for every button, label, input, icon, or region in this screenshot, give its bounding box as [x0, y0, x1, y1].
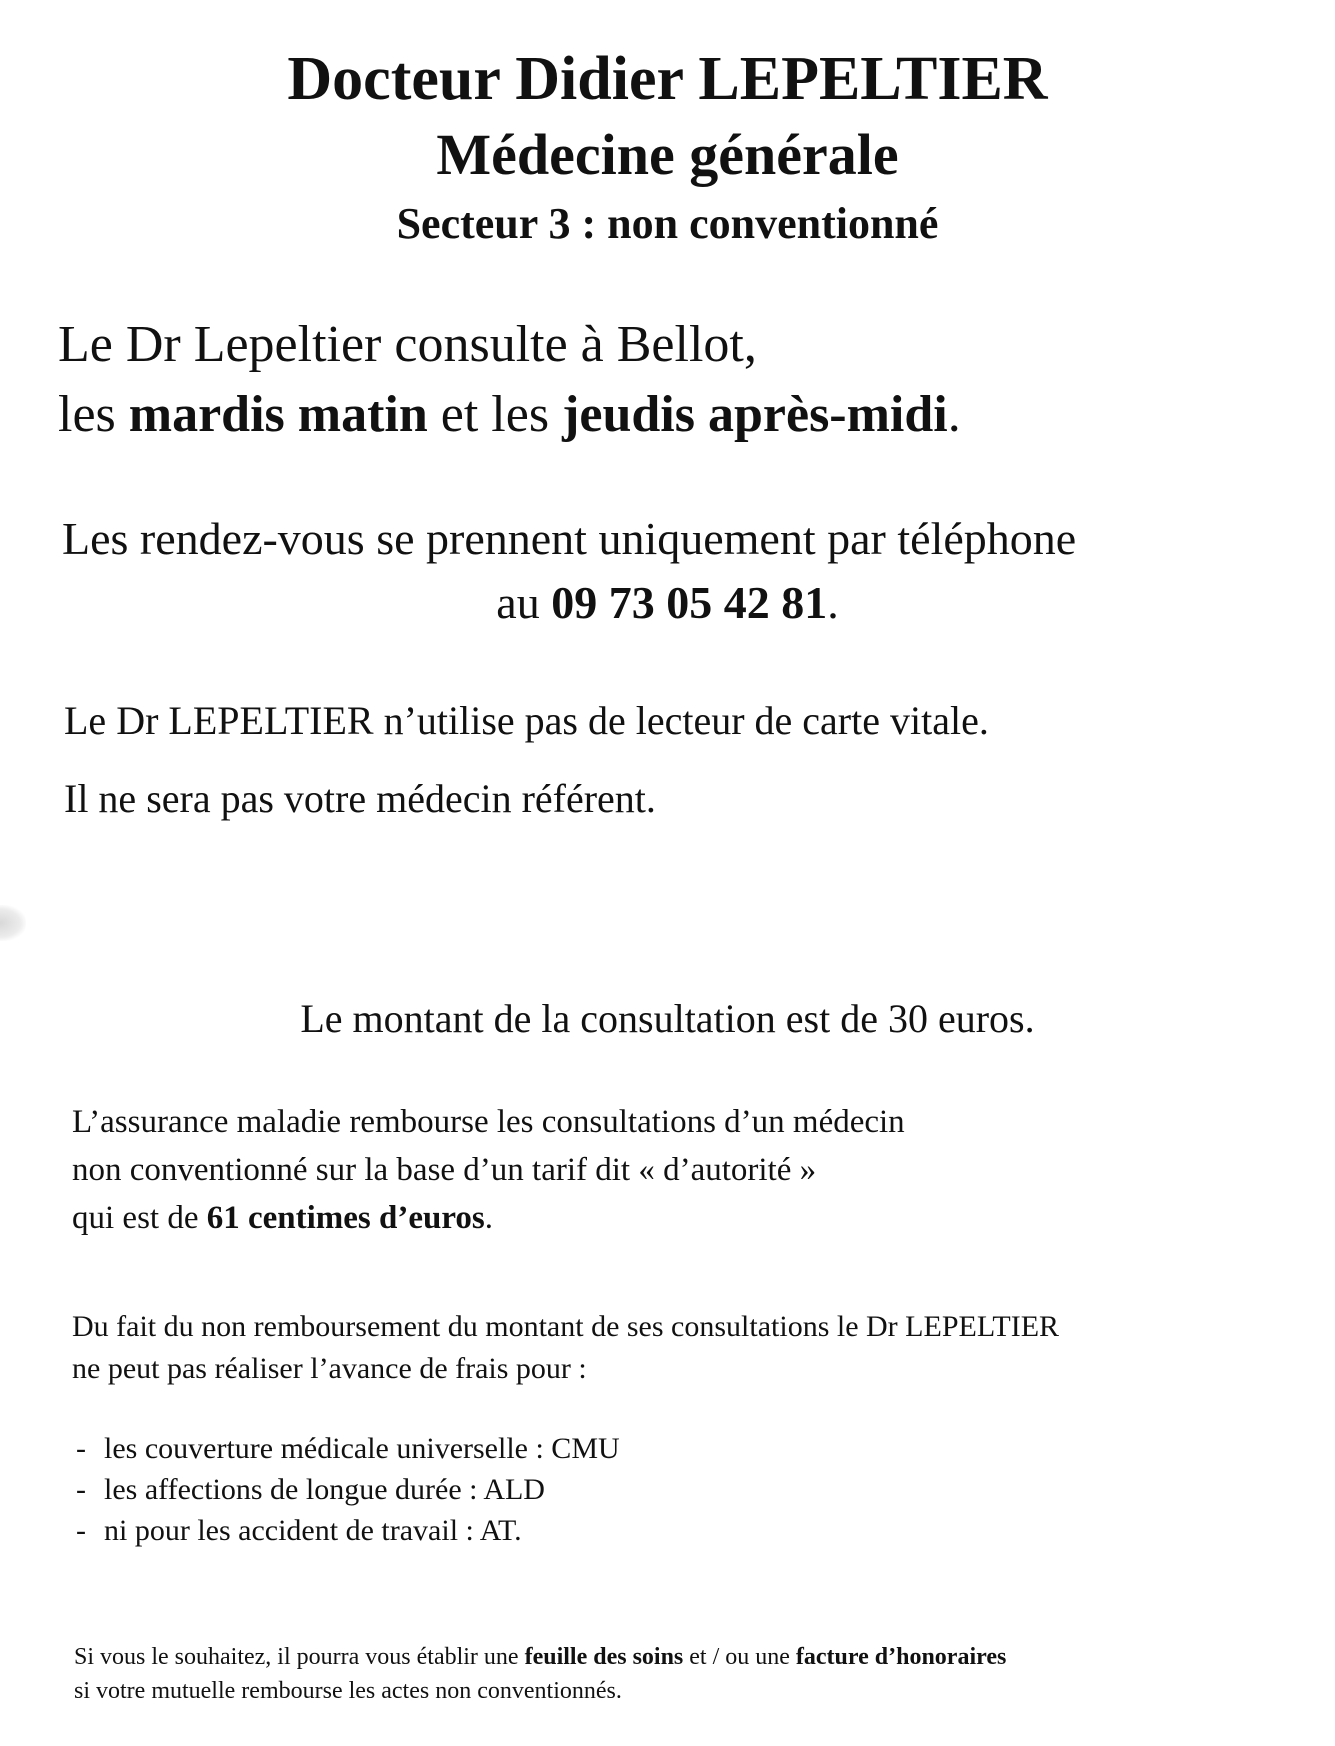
consultation-days-line [58, 380, 961, 450]
list-item-ald: les affections de longue durée : ALD [104, 1473, 545, 1506]
consultation-location-line: Le Dr Lepeltier consulte à Bellot, [58, 316, 757, 373]
insurance-line-3 [72, 1194, 905, 1242]
feuille-des-soins: feuille des soins [524, 1644, 684, 1670]
appointment-line: Les rendez-vous se prennent uniquement par téléphone [62, 513, 1077, 564]
vitale-notice: Le Dr LEPELTIER n’utilise pas de lecteur de carte vitale. [64, 698, 989, 743]
specialty-title: Médecine générale [436, 122, 899, 187]
insurance-amount: 61 centimes d’euros [206, 1200, 485, 1236]
phone-number: 09 73 05 42 81 [551, 577, 828, 628]
advance-line-1: Du fait du non remboursement du montant de ses consultations le Dr LEPELTIER [72, 1310, 1060, 1343]
footer-line-1 [74, 1640, 1006, 1674]
days-suffix: . [947, 386, 961, 443]
insurance-paragraph [72, 1098, 905, 1242]
consultation-price: Le montant de la consultation est de 30 euros. [300, 996, 1035, 1041]
phone-line [0, 574, 1335, 632]
days-prefix: les [58, 386, 129, 443]
doctor-name: Docteur Didier LEPELTIER [287, 45, 1048, 113]
insurance-line-1: L’assurance maladie rembourse les consultations d’un médecin [72, 1104, 905, 1140]
footer-middle: et / ou une [683, 1644, 796, 1670]
exclusion-list [76, 1428, 620, 1551]
insurance-suffix: . [484, 1200, 494, 1236]
facture-honoraires: facture d’honoraires [795, 1644, 1007, 1670]
phone-prefix: au [496, 577, 552, 628]
consultation-days-paragraph [58, 310, 961, 450]
tuesday-morning: mardis matin [128, 386, 428, 443]
paper-shadow [0, 905, 26, 941]
days-middle: et les [427, 386, 563, 443]
phone-suffix: . [827, 577, 839, 628]
thursday-afternoon: jeudis après-midi [562, 386, 948, 443]
list-item-cmu: les couverture médicale universelle : CMU [104, 1432, 620, 1465]
footer-line-2: si votre mutuelle rembourse les actes non conventionnés. [74, 1678, 622, 1704]
list-item: - les affections de longue durée : ALD [76, 1473, 545, 1506]
list-item: - ni pour les accident de travail : AT. [76, 1514, 522, 1547]
referent-notice: Il ne sera pas votre médecin référent. [64, 776, 656, 821]
insurance-prefix: qui est de [72, 1200, 207, 1236]
footer-paragraph [74, 1640, 1006, 1708]
footer-prefix: Si vous le souhaitez, il pourra vous établir une [74, 1644, 525, 1670]
advance-paragraph [72, 1306, 1059, 1390]
insurance-line-2: non conventionné sur la base d’un tarif dit « d’autorité » [72, 1152, 817, 1188]
sector-subtitle: Secteur 3 : non conventionné [396, 199, 939, 248]
list-item-at: ni pour les accident de travail : AT. [104, 1514, 522, 1547]
list-item: - les couverture médicale universelle : CMU [76, 1432, 620, 1465]
advance-line-2: ne peut pas réaliser l’avance de frais pour : [72, 1352, 587, 1385]
